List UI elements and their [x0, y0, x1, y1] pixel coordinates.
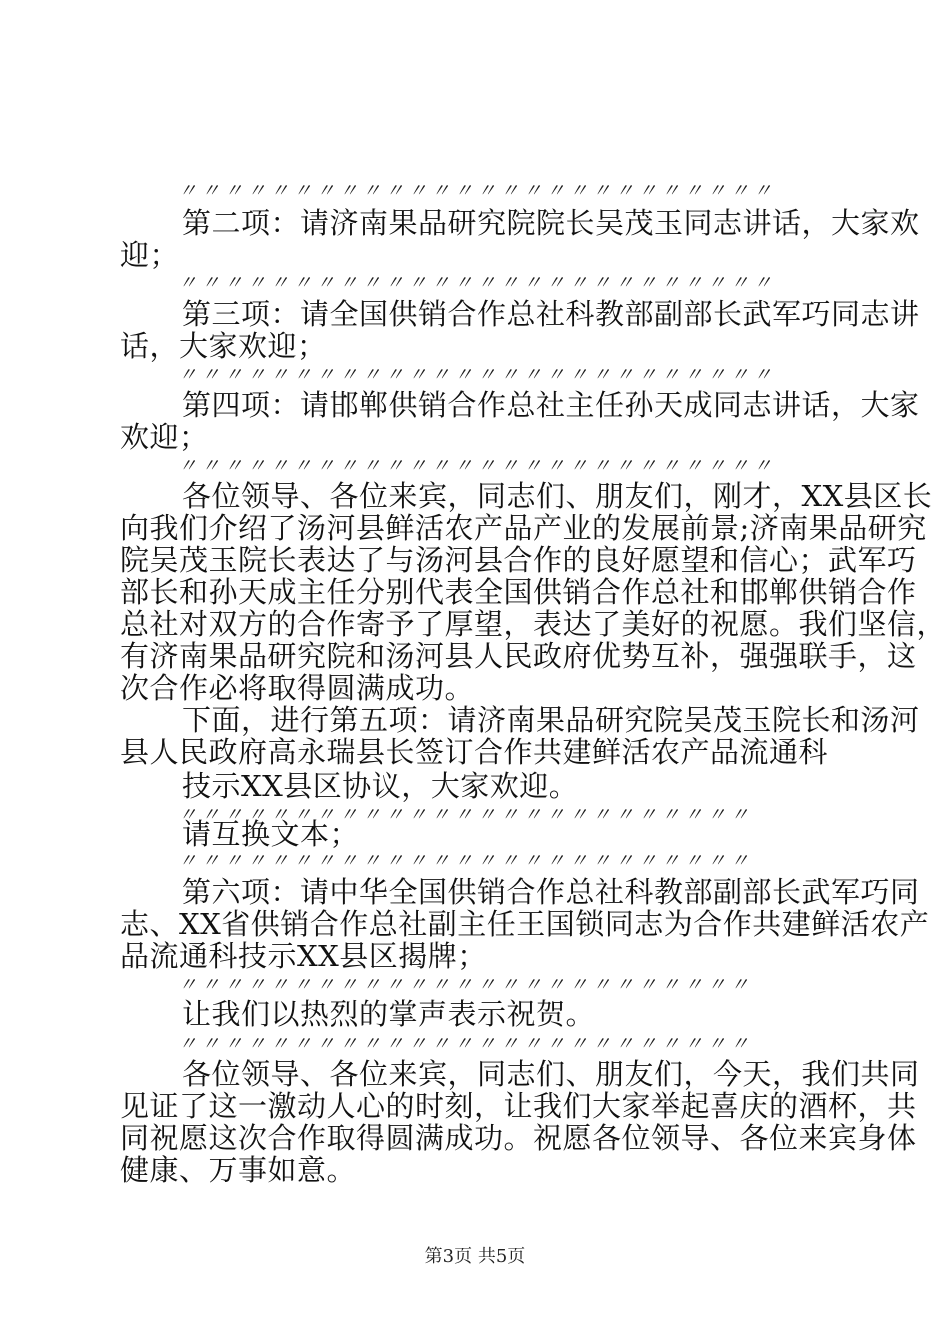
ditto-mark-row: 〃〃〃〃〃〃〃〃〃〃〃〃〃〃〃〃〃〃〃〃〃〃〃〃〃〃	[178, 180, 777, 202]
closing-line-2: 见证了这一激动人心的时刻，让我们大家举起喜庆的酒杯，共	[120, 1089, 917, 1123]
exchange-text: 请互换文本；	[182, 817, 360, 851]
summary-line-7: 次合作必将取得圆满成功。	[120, 671, 475, 705]
ditto-mark-row: 〃〃〃〃〃〃〃〃〃〃〃〃〃〃〃〃〃〃〃〃〃〃〃〃〃	[178, 850, 754, 872]
item5-line3: 技示XX县区协议，大家欢迎。	[182, 769, 579, 803]
summary-line-1: 各位领导、各位来宾，同志们、朋友们，刚才，XX县区长	[182, 479, 933, 513]
summary-line-4: 部长和孙天成主任分别代表全国供销合作总社和邯郸供销合作	[120, 575, 917, 609]
item6-line1: 第六项：请中华全国供销合作总社科教部副部长武军巧同	[182, 875, 920, 909]
item4-line2: 欢迎；	[120, 420, 209, 454]
item2-line2: 迎；	[120, 238, 180, 272]
item3-line1: 第三项：请全国供销合作总社科教部副部长武军巧同志讲	[182, 297, 920, 331]
ditto-mark-row: 〃〃〃〃〃〃〃〃〃〃〃〃〃〃〃〃〃〃〃〃〃〃〃〃〃	[178, 1033, 754, 1055]
page-number-footer: 第3页 共5页	[424, 1246, 526, 1267]
closing-line-1: 各位领导、各位来宾，同志们、朋友们，今天，我们共同	[182, 1057, 920, 1091]
ditto-mark-row: 〃〃〃〃〃〃〃〃〃〃〃〃〃〃〃〃〃〃〃〃〃〃〃〃〃	[178, 974, 754, 996]
closing-line-3: 同祝愿这次合作取得圆满成功。祝愿各位领导、各位来宾身体	[120, 1121, 917, 1155]
item6-line3: 品流通科技示XX县区揭牌；	[120, 939, 487, 973]
summary-line-6: 有济南果品研究院和汤河县人民政府优势互补，强强联手，这	[120, 639, 917, 673]
summary-line-2: 向我们介绍了汤河县鲜活农产品产业的发展前景;济南果品研究	[120, 511, 927, 545]
closing-line-4: 健康、万事如意。	[120, 1153, 357, 1187]
summary-line-5: 总社对双方的合作寄予了厚望，表达了美好的祝愿。我们坚信，	[120, 607, 947, 641]
item5-line2: 县人民政府高永瑞县长签订合作共建鲜活农产品流通科	[120, 735, 829, 769]
item4-line1: 第四项：请邯郸供销合作总社主任孙天成同志讲话，大家	[182, 388, 920, 422]
ditto-mark-row: 〃〃〃〃〃〃〃〃〃〃〃〃〃〃〃〃〃〃〃〃〃〃〃〃〃	[178, 804, 754, 826]
summary-line-3: 院吴茂玉院长表达了与汤河县合作的良好愿望和信心；武军巧	[120, 543, 917, 577]
item2-line1: 第二项：请济南果品研究院院长吴茂玉同志讲话，大家欢	[182, 206, 920, 240]
ditto-mark-row: 〃〃〃〃〃〃〃〃〃〃〃〃〃〃〃〃〃〃〃〃〃〃〃〃〃〃	[178, 364, 777, 386]
ditto-mark-row: 〃〃〃〃〃〃〃〃〃〃〃〃〃〃〃〃〃〃〃〃〃〃〃〃〃〃	[178, 272, 777, 294]
item5-line1: 下面，进行第五项：请济南果品研究院吴茂玉院长和汤河	[182, 703, 920, 737]
applause-text: 让我们以热烈的掌声表示祝贺。	[182, 997, 596, 1031]
item6-line2: 志、XX省供销合作总社副主任王国锁同志为合作共建鲜活农产	[120, 907, 930, 941]
item3-line2: 话，大家欢迎；	[120, 329, 327, 363]
ditto-mark-row: 〃〃〃〃〃〃〃〃〃〃〃〃〃〃〃〃〃〃〃〃〃〃〃〃〃〃	[178, 455, 777, 477]
